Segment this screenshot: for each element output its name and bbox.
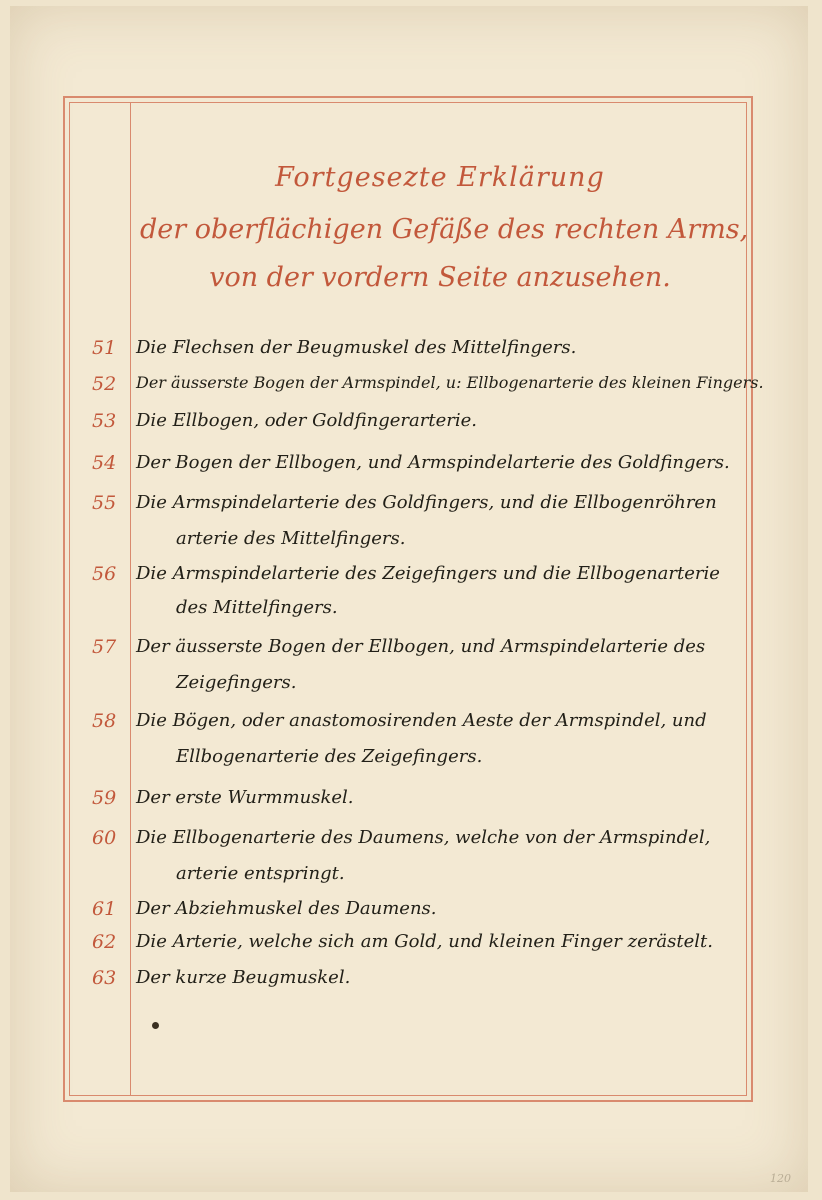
entry-text-continued: arterie des Mittelfingers. (176, 528, 406, 549)
entry-text: Die Armspindelarterie des Zeigefingers und die Ellbogenarterie (136, 563, 720, 584)
entry-text: Der erste Wurmmuskel. (136, 787, 354, 808)
entry-number: 63 (92, 967, 117, 989)
entry-number: 52 (92, 373, 117, 395)
entry-number: 62 (92, 931, 117, 953)
corner-page-mark: 120 (770, 1172, 791, 1185)
entry-text-continued: Zeigefingers. (176, 672, 297, 693)
entry-text: Die Flechsen der Beugmuskel des Mittelfingers. (136, 337, 577, 358)
entry-number: 61 (92, 898, 117, 920)
margin-rule (130, 102, 131, 1096)
entry-number: 55 (92, 492, 117, 514)
entry-text: Die Armspindelarterie des Goldfingers, und die Ellbogenröhren (136, 492, 717, 513)
entry-number: 54 (92, 452, 117, 474)
entry-number: 51 (92, 337, 117, 359)
entry-text: Der kurze Beugmuskel. (136, 967, 351, 988)
entry-text: Die Ellbogen, oder Goldfingerarterie. (136, 410, 477, 431)
entry-number: 56 (92, 563, 117, 585)
entry-text-continued: des Mittelfingers. (176, 597, 338, 618)
entry-text-continued: arterie entspringt. (176, 863, 345, 884)
entry-text: Die Bögen, oder anastomosirenden Aeste der Armspindel, und (136, 710, 707, 731)
entry-number: 58 (92, 710, 117, 732)
entry-number: 53 (92, 410, 117, 432)
entry-number: 57 (92, 636, 117, 658)
entry-text: Der äusserste Bogen der Ellbogen, und Armspindelarterie des (136, 636, 706, 657)
ink-dot (152, 1022, 159, 1029)
title-line-1: Fortgesezte Erklärung (275, 162, 605, 193)
entry-text: Der Abziehmuskel des Daumens. (136, 898, 437, 919)
entry-text: Die Ellbogenarterie des Daumens, welche von der Armspindel, (136, 827, 711, 848)
title-line-2: der oberflächigen Gefäße des rechten Arms, (140, 214, 749, 245)
entry-text: Der Bogen der Ellbogen, und Armspindelarterie des Goldfingers. (136, 452, 730, 473)
entry-number: 60 (92, 827, 117, 849)
entry-number: 59 (92, 787, 117, 809)
entry-text-continued: Ellbogenarterie des Zeigefingers. (176, 746, 483, 767)
entry-text: Der äusserste Bogen der Armspindel, u: Ellbogenarterie des kleinen Fingers. (136, 373, 764, 392)
title-line-3: von der vordern Seite anzusehen. (209, 262, 671, 293)
entry-text: Die Arterie, welche sich am Gold, und kleinen Finger zerästelt. (136, 931, 713, 952)
